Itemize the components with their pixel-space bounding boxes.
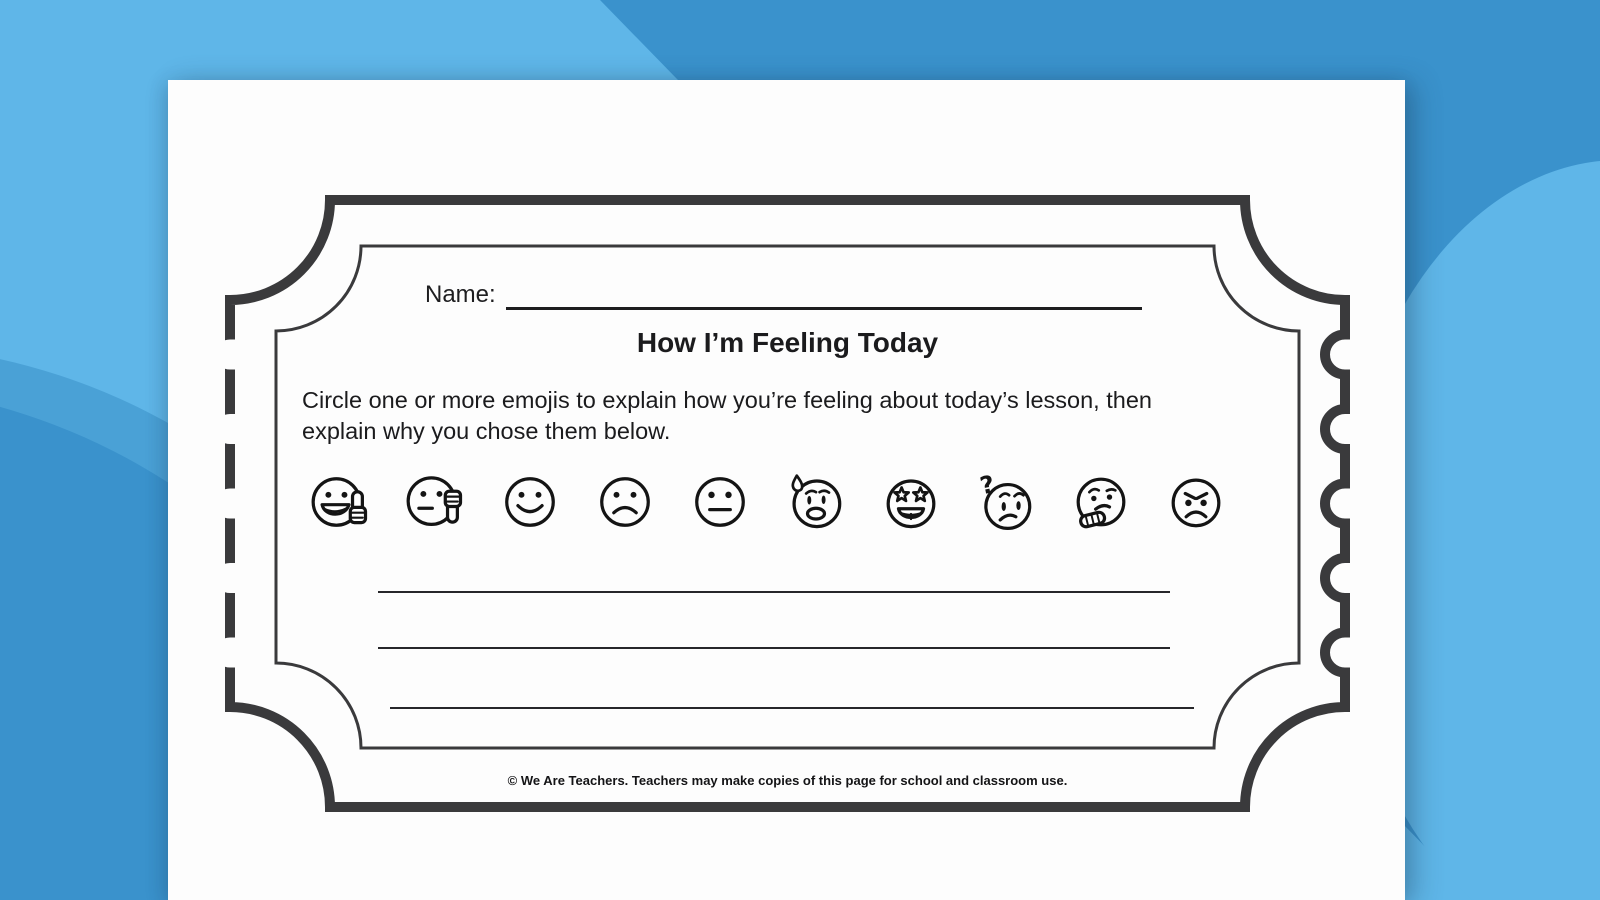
name-blank-line <box>506 281 1142 310</box>
smiling-face-icon <box>496 468 564 536</box>
anxious-face-sweat-icon <box>782 468 850 536</box>
worksheet-title: How I’m Feeling Today <box>636 327 939 358</box>
worksheet-page <box>168 80 1405 900</box>
confused-face-question-icon <box>972 468 1040 536</box>
answer-line-1 <box>378 591 1170 593</box>
svg-text:?: ? <box>977 470 997 501</box>
thinking-face-icon <box>1067 468 1135 536</box>
instructions-line-2: explain why you chose them below. <box>302 418 671 444</box>
neutral-face-thumbs-down-icon <box>401 468 469 536</box>
angry-face-icon <box>1162 468 1230 536</box>
answer-line-2 <box>378 647 1170 649</box>
star-struck-face-icon <box>877 468 945 536</box>
name-label: Name: <box>425 281 496 308</box>
emoji-row <box>306 468 1230 536</box>
answer-line-3 <box>390 707 1194 709</box>
instructions-line-1: Circle one or more emojis to explain how you’re feeling about today’s lesson, then <box>302 387 1152 413</box>
name-row <box>425 280 1142 310</box>
neutral-face-icon <box>686 468 754 536</box>
frowning-face-icon <box>591 468 659 536</box>
instructions <box>302 385 1262 447</box>
copyright-footer: © We Are Teachers. Teachers may make copies of this page for school and classroom use. <box>507 773 1068 788</box>
grinning-face-thumbs-up-icon <box>306 468 374 536</box>
